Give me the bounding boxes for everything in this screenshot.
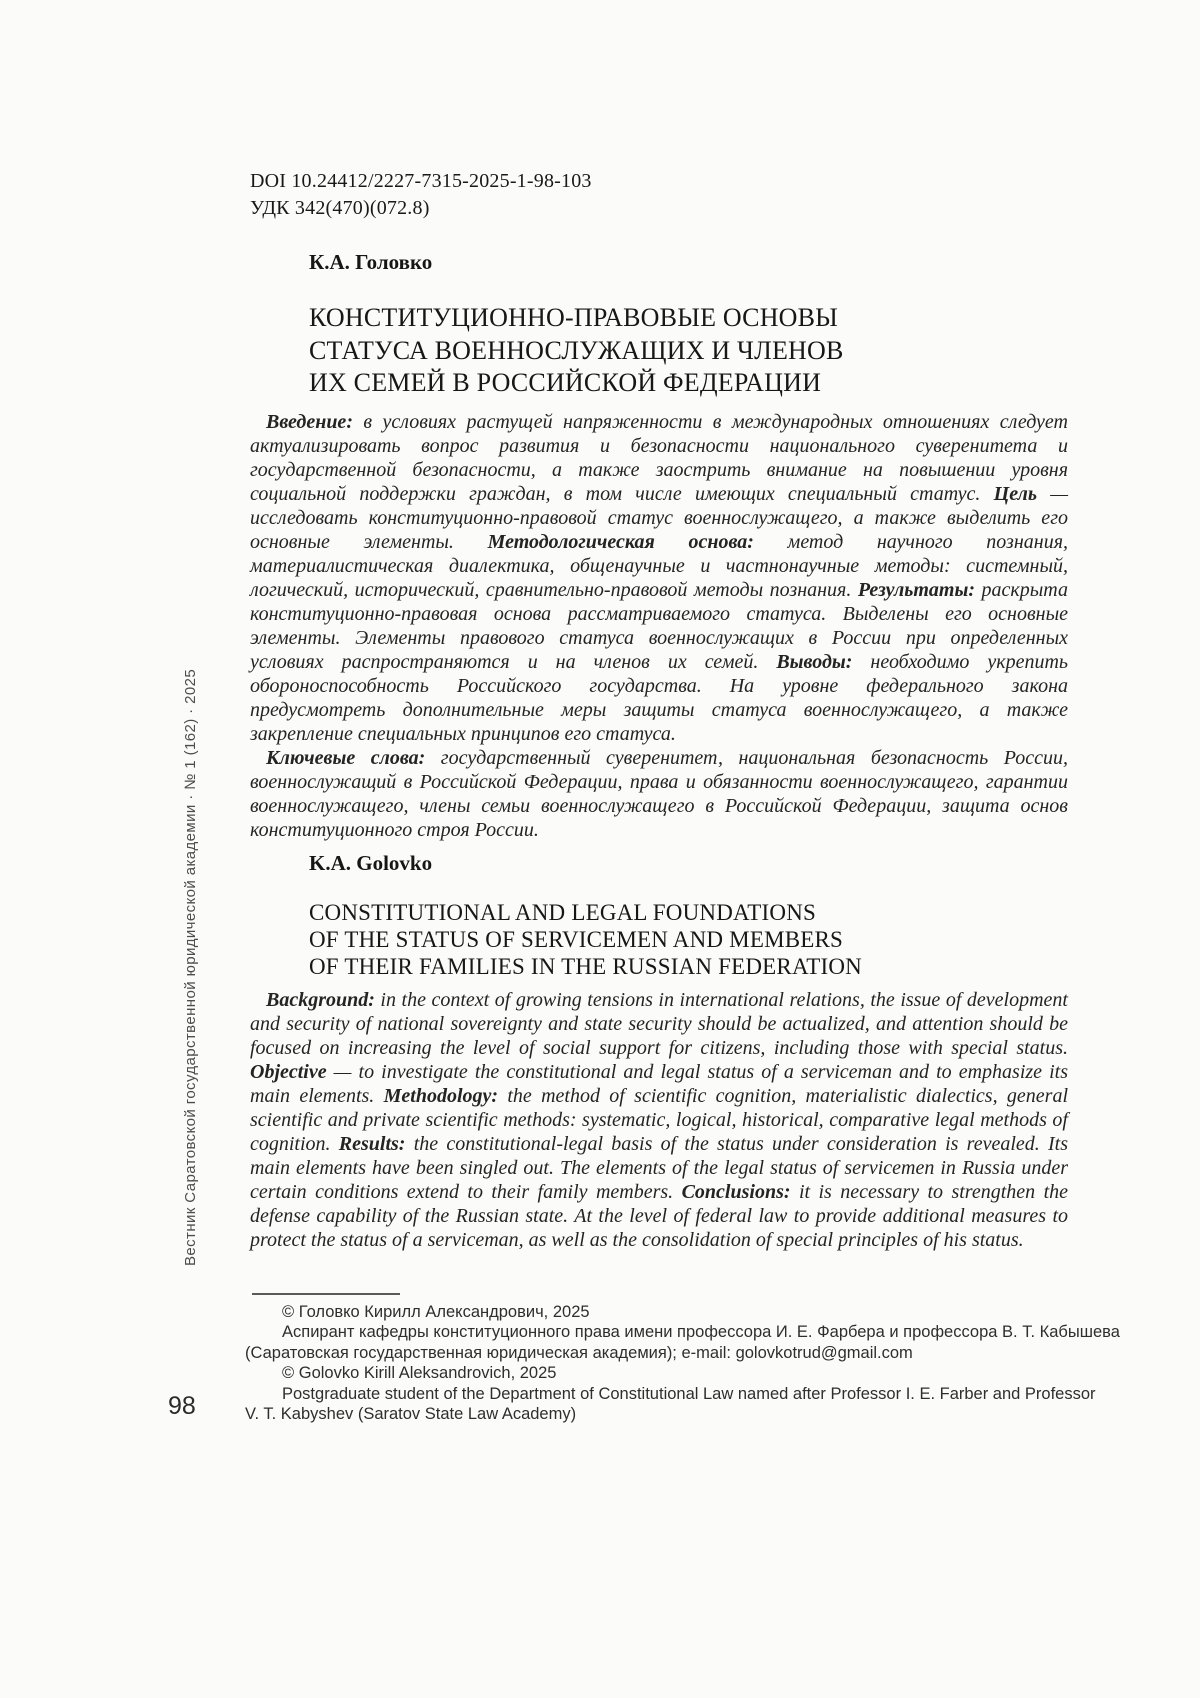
abstract-en (250, 988, 1068, 1252)
abstract-ru-lead-metod: Методологическая основа: (487, 531, 754, 553)
article-identifiers (250, 168, 592, 222)
title-ru-line-2: СТАТУСА ВОЕННОСЛУЖАЩИХ И ЧЛЕНОВ (309, 335, 844, 365)
abstract-ru-text-2: — исследовать конституционно-правовой статус военнослужащего, а также выделить его основные элементы. (250, 483, 1068, 553)
abstract-en-lead-background: Background: (266, 989, 375, 1011)
article-title-ru (309, 302, 844, 400)
doi-line: DOI 10.24412/2227-7315-2025-1-98-103 (250, 170, 592, 192)
abstract-en-lead-conclusions: Conclusions: (681, 1181, 791, 1203)
keywords-ru-text: государственный суверенитет, национальная безопасность России, военнослужащий в Российской Федерации, права и обязанности военнослужащего, гарантии военнослужащего, члены семьи военнослужащего в Российской Федерации, защита основ конституционного строя России. (250, 747, 1068, 841)
abstract-ru-block (250, 410, 1068, 842)
abstract-en-text-5: it is necessary to strengthen the defense capability of the Russian state. At the level of federal law to provide additional measures to protect the status of a serviceman, as well as the consolidation of special principles of his status. (250, 1181, 1068, 1251)
abstract-ru-lead-vvedenie: Введение: (266, 411, 353, 433)
udk-line: УДК 342(470)(072.8) (250, 197, 430, 219)
abstract-en-text-4: the constitutional-legal basis of the status under consideration is revealed. Its main elements have been singled out. The elements of the legal status of servicemen in Russia under certain conditions extend to their family members. (250, 1133, 1068, 1203)
author-footnote-block (245, 1293, 1120, 1424)
footnote-affiliation-ru-line-2: (Саратовская государственная юридическая академия); e-mail: golovkotrud@gmail.com (245, 1343, 913, 1362)
footnote-affiliation-en-line-2: V. T. Kabyshev (Saratov State Law Academy) (245, 1405, 577, 1424)
abstract-en-text-3: the method of scientific cognition, materialistic dialectics, general scientific and private scientific methods: systematic, logical, historical, comparative legal methods of cognition. (250, 1085, 1068, 1155)
abstract-ru-text-5: необходимо укрепить обороноспособность Российского государства. На уровне федерального закона предусмотреть дополнительные меры защиты статуса военнослужащего, а также закрепление специальных принципов его статуса. (250, 651, 1068, 745)
page-number: 98 (168, 1392, 196, 1420)
author-name-ru: К.А. Головко (309, 250, 433, 274)
journal-edition-vertical-label: Вестник Саратовской государственной юридической академии · № 1 (162) · 2025 (182, 668, 199, 1266)
article-title-en (309, 899, 862, 980)
abstract-ru-lead-vyvody: Выводы: (776, 651, 853, 673)
title-en-line-3: OF THEIR FAMILIES IN THE RUSSIAN FEDERATION (309, 954, 862, 979)
keywords-ru-label: Ключевые слова: (266, 747, 426, 769)
footnote-affiliation-ru-line-1: Аспирант кафедры конституционного права имени профессора И. Е. Фарбера и профессора В. Т. Кабышева (282, 1323, 1120, 1342)
abstract-en-lead-results: Results: (338, 1133, 406, 1155)
footnote-affiliation-en-line-1: Postgraduate student of the Department of Constitutional Law named after Professor I. E. Farber and Professor (282, 1384, 1096, 1403)
footnote-copyright-ru: © Головко Кирилл Александрович, 2025 (282, 1303, 590, 1321)
abstract-en-text-2: — to investigate the constitutional and legal status of a serviceman and to emphasize its main elements. (250, 1061, 1068, 1107)
abstract-ru-lead-rezultaty: Результаты: (857, 579, 976, 601)
keywords-ru (250, 746, 1068, 842)
footnote-copyright-en: © Golovko Kirill Aleksandrovich, 2025 (282, 1364, 557, 1383)
abstract-ru-text-1: в условиях растущей напряженности в международных отношениях следует актуализировать вопрос развития и безопасности национального суверенитета и государственной безопасности, а также заострить внимание на повышении уровня социальной поддержки граждан, в том числе имеющих специальный статус. (250, 411, 1068, 505)
abstract-ru (250, 410, 1068, 746)
title-en-line-2: OF THE STATUS OF SERVICEMEN AND MEMBERS (309, 927, 844, 952)
abstract-en-lead-methodology: Methodology: (383, 1085, 499, 1107)
abstract-ru-text-3: метод научного познания, материалистическая диалектика, общенаучные и частнонаучные методы: системный, логический, исторический, сравнительно-правовой методы познания. (250, 531, 1068, 601)
author-name-en: K.A. Golovko (309, 851, 433, 875)
abstract-ru-text-4: раскрыта конституционно-правовая основа рассматриваемого статуса. Выделены его основные элементы. Элементы правового статуса военнослужащих в России при определенных условиях распространяются и на членов их семей. (250, 579, 1068, 673)
title-ru-line-1: КОНСТИТУЦИОННО-ПРАВОВЫЕ ОСНОВЫ (309, 303, 839, 332)
title-ru-line-3: ИХ СЕМЕЙ В РОССИЙСКОЙ ФЕДЕРАЦИИ (309, 368, 822, 397)
footnote-divider (252, 1293, 400, 1295)
abstract-en-text-1: in the context of growing tensions in international relations, the issue of development and security of national sovereignty and state security should be actualized, and attention should be focused on increasing the level of social support for citizens, including those with special status. (250, 989, 1068, 1059)
abstract-en-block (250, 988, 1068, 1252)
title-en-line-1: CONSTITUTIONAL AND LEGAL FOUNDATIONS (309, 900, 816, 925)
abstract-ru-lead-cel: Цель (993, 483, 1037, 505)
abstract-en-lead-objective: Objective (250, 1061, 327, 1083)
